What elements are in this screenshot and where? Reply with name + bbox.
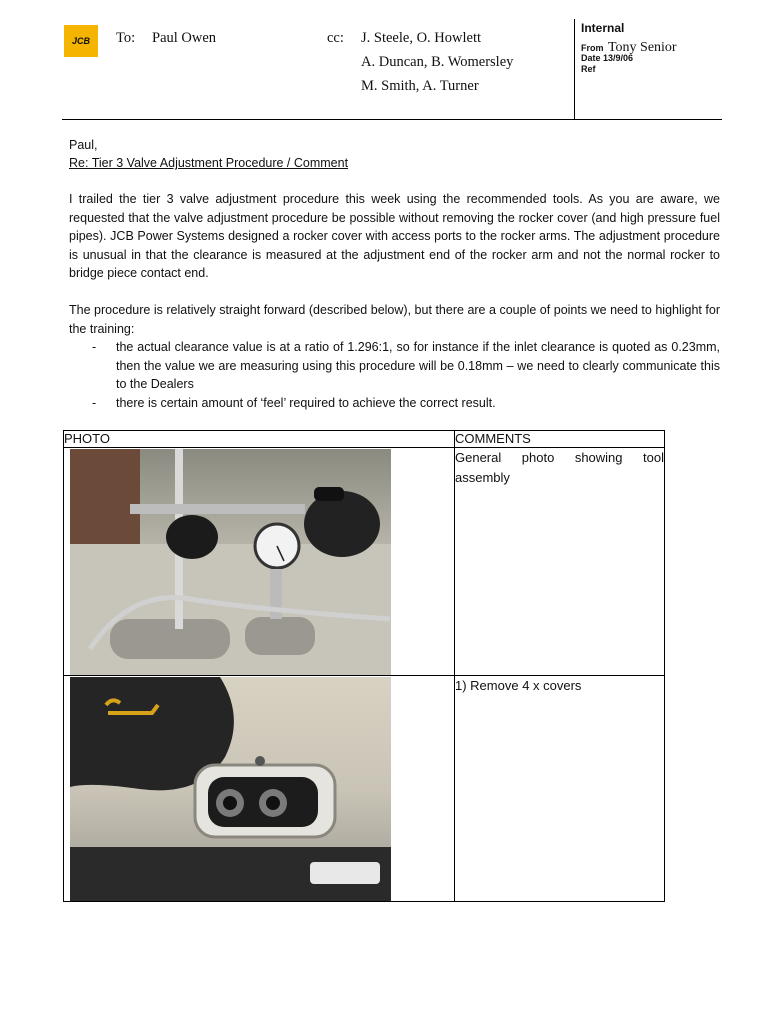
rocker-cover-photo-art bbox=[70, 677, 391, 901]
bullet-text: the actual clearance value is at a ratio of 1.296:1, so for instance if the inlet clearance is quoted as 0.23mm, then the value we are measuring using this procedure will be 0.18mm – we need to clearly communicate this to the Dealers bbox=[116, 340, 720, 391]
jcb-logo: JCB bbox=[64, 25, 98, 57]
ref-label: Ref bbox=[581, 64, 596, 74]
photo-column-header: PHOTO bbox=[64, 431, 455, 448]
bullet-marker: - bbox=[92, 395, 97, 410]
cc-line-3: M. Smith, A. Turner bbox=[361, 78, 479, 94]
date-value: 13/9/06 bbox=[603, 53, 634, 63]
paragraph-2: The procedure is relatively straight forward (described below), but there are a couple of points we need to highlight for the training: bbox=[69, 303, 720, 336]
from-label: From bbox=[581, 43, 604, 53]
cc-line-2: A. Duncan, B. Womersley bbox=[361, 54, 514, 70]
cc-label: cc: bbox=[327, 30, 344, 46]
date-line bbox=[581, 53, 633, 63]
date-label: Date bbox=[581, 53, 601, 63]
internal-label: Internal bbox=[581, 21, 625, 35]
header-divider-vertical bbox=[574, 19, 575, 119]
photo-cell bbox=[64, 676, 455, 902]
photo-comment-table bbox=[63, 430, 665, 902]
bullet-text: there is certain amount of ‘feel’ required to achieve the correct result. bbox=[116, 395, 496, 410]
photo-cell bbox=[64, 448, 455, 676]
to-label: To: bbox=[116, 30, 136, 46]
table-row bbox=[64, 676, 665, 902]
tool-assembly-photo-art bbox=[70, 449, 391, 675]
cc-line-1: J. Steele, O. Howlett bbox=[361, 30, 482, 46]
from-name: Tony Senior bbox=[607, 40, 677, 55]
bullet-marker: - bbox=[92, 340, 97, 354]
table-row bbox=[64, 448, 665, 676]
table-header-row bbox=[64, 431, 665, 448]
bullet-item bbox=[92, 394, 720, 413]
salutation: Paul, bbox=[69, 138, 98, 152]
subject-line: Re: Tier 3 Valve Adjustment Procedure / Comment bbox=[69, 156, 349, 170]
paragraph-1: I trailed the tier 3 valve adjustment procedure this week using the recommended tools. As you are aware, we requested that the valve adjustment procedure be possible without removing the rocker cover (and high pressure fuel pipes). JCB Power Systems designed a rocker cover with access ports to the rocker arms. The adjustment procedure is unusual in that the clearance is measured at the adjustment end of the rocker arm and not the normal rocker to bridge piece contact end. bbox=[69, 192, 720, 280]
tool-assembly-photo bbox=[70, 449, 391, 675]
rocker-cover-photo bbox=[70, 677, 391, 901]
comment-cell: General photo showing tool assembly bbox=[455, 448, 665, 676]
comments-column-header: COMMENTS bbox=[455, 431, 665, 448]
comment-cell: 1) Remove 4 x covers bbox=[455, 676, 665, 902]
bullet-item bbox=[92, 338, 720, 394]
header-divider bbox=[62, 119, 722, 120]
bullet-list bbox=[92, 338, 720, 412]
to-name: Paul Owen bbox=[152, 30, 217, 46]
